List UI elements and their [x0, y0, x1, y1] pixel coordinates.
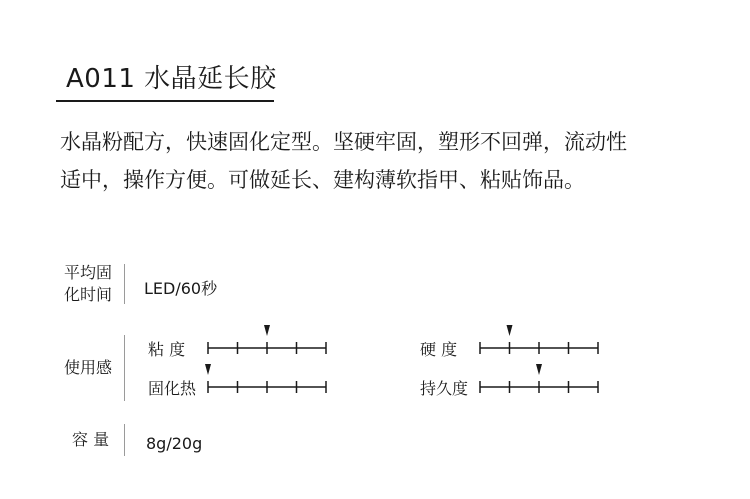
cure-time-label-line-1: 平均固 [64, 263, 113, 282]
title-underline [56, 100, 274, 102]
viscosity-label: 粘 度 [148, 340, 186, 359]
cure-time-label [64, 262, 112, 306]
product-title: A011 水晶延长胶 [66, 64, 277, 94]
cure-time-divider [124, 264, 125, 304]
product-description [60, 123, 700, 199]
viscosity-level-marker [264, 325, 270, 336]
cure-time-label-line-2: 化时间 [64, 285, 113, 304]
cure-heat-scale [206, 361, 330, 395]
durability-level-marker [536, 364, 542, 375]
hardness-scale [478, 322, 602, 356]
capacity-value: 8g/20g [146, 434, 203, 453]
feel-label: 使用感 [64, 358, 113, 377]
hardness-label: 硬 度 [420, 340, 458, 359]
capacity-divider [124, 424, 125, 456]
cure-heat-label: 固化热 [148, 379, 197, 398]
hardness-level-marker [507, 325, 513, 336]
description-line-2: 适中，操作方便。可做延长、建构薄软指甲、粘贴饰品。 [60, 168, 585, 192]
durability-scale [478, 361, 602, 395]
cure_heat-level-marker [205, 364, 211, 375]
capacity-label: 容 量 [72, 430, 110, 449]
cure-time-value: LED/60秒 [144, 279, 218, 298]
durability-label: 持久度 [420, 379, 469, 398]
feel-divider [124, 335, 125, 401]
viscosity-scale [206, 322, 330, 356]
description-line-1: 水晶粉配方，快速固化定型。坚硬牢固，塑形不回弹，流动性 [60, 130, 627, 154]
